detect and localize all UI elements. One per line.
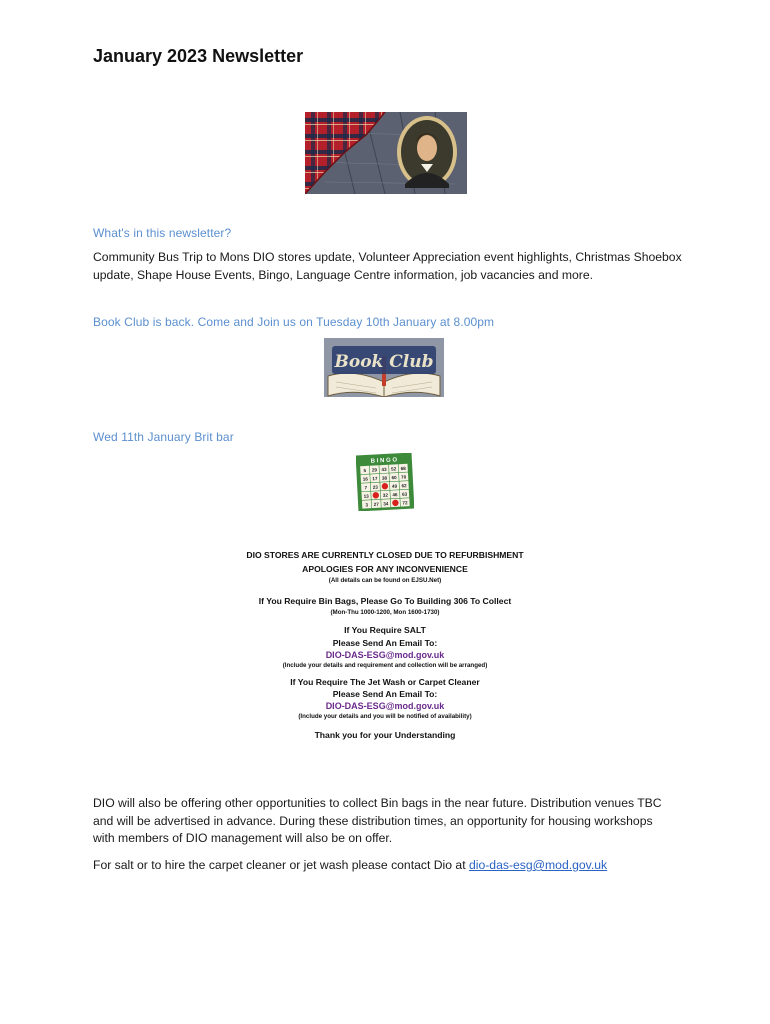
salt-note: (Include your details and requirement and collection will be arranged) — [282, 662, 488, 669]
dio-paragraph: DIO will also be offering other opportunities to collect Bin bags in the near future. Distribution venues TBC and will be advertised in advance. During these distribution times, an opportunity for housing workshops with members of DIO management will also be on offer. — [93, 796, 662, 845]
contact-text: For salt or to hire the carpet cleaner or jet wash please contact Dio at — [93, 858, 469, 872]
bingo-number: 3 — [365, 502, 369, 508]
contents-text: Community Bus Trip to Mons DIO stores update, Volunteer Appreciation event highlights, Christmas Shoebox update, Shape House Events, Bingo, Language Centre information, job vacancies and more. — [93, 250, 682, 282]
bingo-number: 68 — [400, 465, 406, 472]
bingo-number: 43 — [381, 466, 387, 473]
jet-wash-email[interactable]: DIO-DAS-ESG@mod.gov.uk — [325, 701, 445, 711]
bingo-number: 49 — [391, 483, 398, 489]
bingo-number: 23 — [372, 484, 379, 490]
bingo-card-header: B I N G O — [370, 457, 398, 465]
burns-night-image — [305, 112, 467, 194]
book-club-image-text: Book Club — [334, 352, 434, 372]
bingo-number: 46 — [392, 492, 398, 498]
jet-wash-heading: If You Require The Jet Wash or Carpet Cleaner — [290, 677, 480, 687]
bingo-card-image — [356, 453, 414, 511]
bingo-number: 34 — [383, 501, 389, 507]
salt-email[interactable]: DIO-DAS-ESG@mod.gov.uk — [325, 650, 445, 660]
bin-bags-heading: If You Require Bin Bags, Please Go To Building 306 To Collect — [258, 596, 512, 606]
bingo-number: 32 — [382, 492, 389, 498]
bingo-number: 72 — [402, 500, 408, 506]
bingo-number: 29 — [371, 467, 378, 473]
bingo-number: 7 — [364, 485, 368, 491]
contact-line — [93, 857, 683, 875]
dio-stores-notice — [200, 548, 570, 742]
bingo-number: 17 — [372, 475, 378, 482]
jet-wash-instruction: Please Send An Email To: — [332, 689, 438, 699]
bingo-number: 52 — [390, 466, 397, 472]
contact-email-link[interactable]: dio-das-esg@mod.gov.uk — [468, 858, 608, 872]
bin-bags-hours: (Mon-Thu 1000-1200, Mon 1600-1730) — [330, 609, 440, 616]
notice-apology-line: APOLOGIES FOR ANY INCONVENIENCE — [302, 564, 468, 574]
salt-heading: If You Require SALT — [344, 625, 426, 635]
bingo-number: 38 — [381, 475, 388, 481]
page-title: January 2023 Newsletter — [93, 46, 304, 66]
contents-heading: What's in this newsletter? — [93, 226, 232, 240]
jet-wash-note: (Include your details and you will be notified of availability) — [298, 713, 472, 720]
book-club-heading: Book Club is back. Come and Join us on Tuesday 10th January at 8.00pm — [93, 315, 495, 329]
salt-instruction: Please Send An Email To: — [332, 638, 438, 648]
notice-details-line: (All details can be found on EJSU.Net) — [328, 577, 442, 584]
bingo-number: 13 — [363, 493, 369, 499]
bingo-number: 60 — [391, 474, 397, 481]
notice-closed-line: DIO STORES ARE CURRENTLY CLOSED DUE TO REFURBISHMENT — [246, 550, 524, 560]
bingo-number: 62 — [401, 483, 407, 489]
bingo-number: 70 — [400, 474, 407, 480]
bingo-number: 5 — [363, 467, 367, 474]
book-club-image — [324, 338, 444, 397]
bingo-number: 63 — [401, 491, 408, 497]
bingo-number: 16 — [362, 476, 369, 482]
bingo-number: 27 — [373, 501, 379, 508]
notice-thanks: Thank you for your Understanding — [314, 730, 456, 740]
bingo-heading: Wed 11th January Brit bar — [93, 430, 234, 444]
